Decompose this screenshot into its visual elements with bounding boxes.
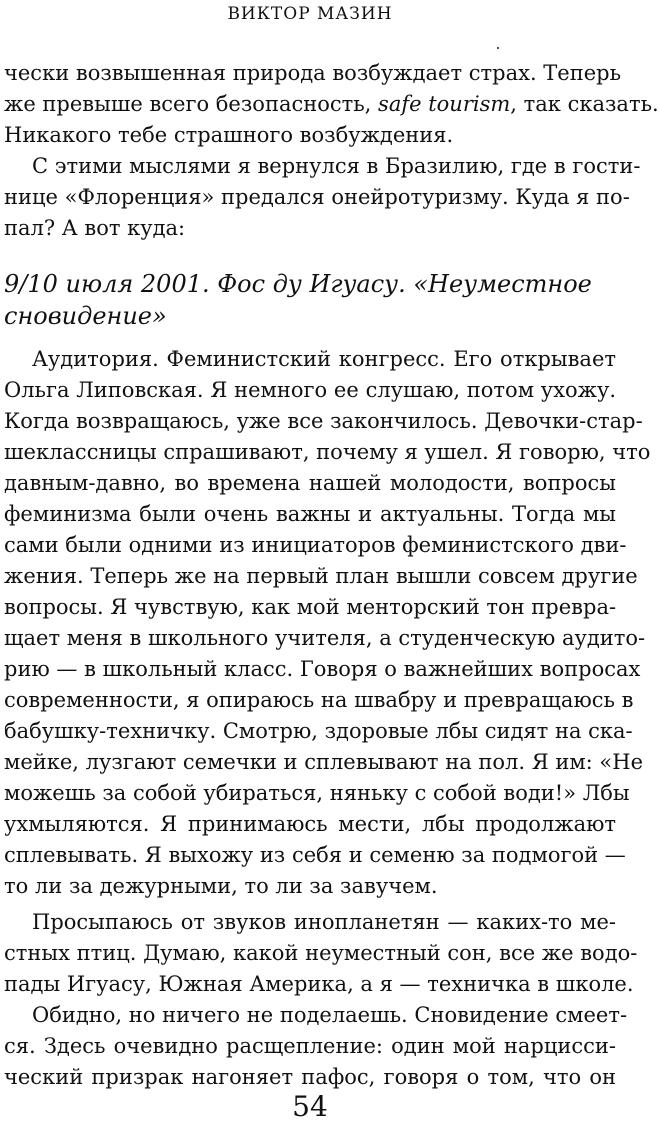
text-line: чески возвышенная природа возбуждает страх. Теперь bbox=[4, 61, 622, 85]
text-line: то ли за дежурными, то ли за завучем. bbox=[4, 874, 438, 898]
paragraph-2 bbox=[4, 151, 641, 244]
text-line: Когда возвращаюсь, уже все закончилось. Девочки-стар- bbox=[4, 409, 643, 433]
text-line: Ольга Липовская. Я немного ее слушаю, потом ухожу. bbox=[4, 378, 616, 402]
heading-line: 9/10 июля 2001. Фос ду Игуасу. «Неуместное bbox=[4, 270, 592, 298]
text-line: ухмыляются. Я принимаюсь мести, лбы продолжают bbox=[4, 812, 616, 836]
text-line: Аудитория. Феминистский конгресс. Его открывает bbox=[32, 347, 616, 371]
text-line: ческий призрак нагоняет пафос, говоря о том, что он bbox=[4, 1065, 616, 1089]
text-line: вопросы. Я чувствую, как мой менторский тон превра- bbox=[4, 595, 617, 619]
italic-phrase: safe tourism bbox=[378, 92, 511, 116]
running-head: ВИКТОР МАЗИН bbox=[227, 4, 393, 24]
text-line: давным-давно, во времена нашей молодости, вопросы bbox=[4, 471, 616, 495]
text-line: Обидно, но ничего не поделаешь. Сновидение смеет- bbox=[32, 1003, 628, 1027]
text-line: рию — в школьный класс. Говоря о важнейших вопросах bbox=[4, 657, 641, 681]
text-line bbox=[4, 89, 659, 120]
text-line: современности, я опираюсь на швабру и превращаюсь в bbox=[4, 688, 634, 712]
text-line: шеклассницы спрашивают, почему я ушел. Я говорю, что bbox=[4, 440, 651, 464]
text-line: С этими мыслями я вернулся в Бразилию, где в гости- bbox=[32, 154, 641, 178]
text-line: мейке, лузгают семечки и сплевывают на пол. Я им: «Не bbox=[4, 750, 644, 774]
heading-line: сновидение» bbox=[4, 302, 167, 330]
paragraph-3 bbox=[4, 907, 638, 1000]
text-line: нице «Флоренция» предался онейротуризму. Куда я по- bbox=[4, 185, 630, 209]
text-line: феминизма были очень важны и актуальны. Тогда мы bbox=[4, 502, 616, 526]
text-segment: , так сказать. bbox=[510, 92, 659, 116]
text-line: сами были одними из инициаторов феминистского дви- bbox=[4, 533, 627, 557]
text-line: пады Игуасу, Южная Америка, а я — техничка в школе. bbox=[4, 972, 634, 996]
text-line: можешь за собой убираться, няньку с собой води!» Лбы bbox=[4, 781, 630, 805]
dream-heading bbox=[4, 268, 616, 332]
text-line: стных птиц. Думаю, какой неуместный сон, все же водо- bbox=[4, 941, 638, 965]
page-number: 54 bbox=[292, 1090, 328, 1123]
text-line: жения. Теперь же на первый план вышли совсем другие bbox=[4, 564, 638, 588]
text-line: пал? А вот куда: bbox=[4, 216, 186, 240]
print-fleck bbox=[497, 47, 499, 49]
text-line: сплевывать. Я выхожу из себя и семеню за подмогой — bbox=[4, 843, 626, 867]
text-segment: же превыше всего безопасность, bbox=[4, 92, 379, 116]
text-line: бабушку-техничку. Смотрю, здоровые лбы сидят на ска- bbox=[4, 719, 633, 743]
text-line: щает меня в школьного учителя, а студенческую аудито- bbox=[4, 626, 646, 650]
text-line: ся. Здесь очевидно расщепление: один мой нарцисси- bbox=[4, 1034, 616, 1058]
text-line: Никакого тебе страшного возбуждения. bbox=[4, 123, 454, 147]
paragraph-4 bbox=[4, 1000, 628, 1093]
paragraph-1 bbox=[4, 58, 659, 151]
text-line: Просыпаюсь от звуков инопланетян — каких-то ме- bbox=[32, 910, 616, 934]
dream-paragraph bbox=[4, 344, 651, 902]
